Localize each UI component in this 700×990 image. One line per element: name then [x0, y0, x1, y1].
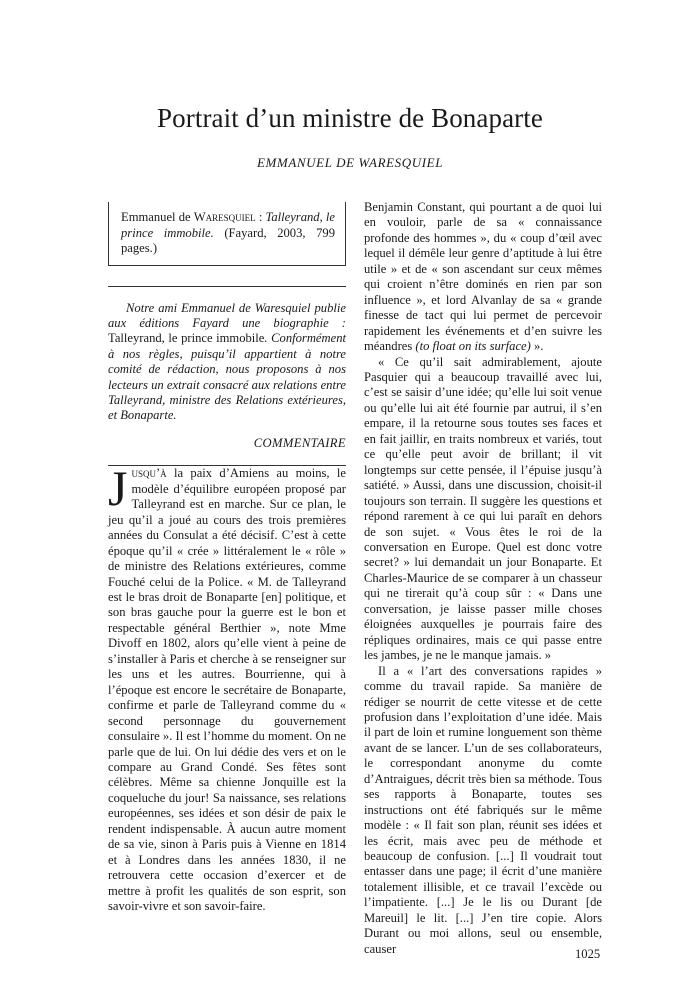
right-p1-italic: (to float on its surface) — [415, 339, 531, 354]
intro-part-1: Notre ami Emmanuel de Waresquiel publie aux éditions Fayard une biographie : — [108, 300, 346, 330]
article-title: Portrait d’un ministre de Bonaparte — [157, 103, 543, 133]
reference-author-first: Emmanuel de — [121, 210, 194, 224]
section-label: COMMENTAIRE — [253, 436, 346, 451]
left-column — [108, 200, 346, 914]
divider-top — [108, 286, 346, 287]
lead-smallcaps: usqu’à — [131, 466, 167, 481]
drop-cap: J — [108, 460, 128, 517]
right-p1-text-a: Benjamin Constant, qui pourtant a de quoi lui en vouloir, parle de sa « connaissance profonde des hommes », du « coup d’œil avec lequel il démêle leur genre d’aptitude à lui être utile » et de « son ascendant sur ceux mêmes qui croient n’être dominés en rien par son influence », et lord Alvanlay de sa « grande finesse de tact qui lui permet de percevoir rapidement les événements et d’en suivre les méandres — [364, 200, 602, 354]
intro-part-3: . Conformément à nos règles, puisqu’il appartient à notre comité de rédaction, nous proposons à nos lecteurs un extrait consacré aux relations entre Talleyrand, ministre des Relations extérieures, et Bonaparte. — [108, 331, 346, 423]
reference-separator: : — [255, 210, 266, 224]
page-number: 1025 — [575, 947, 601, 961]
reference-book-title: Talleyrand, le prince immobile. — [121, 210, 335, 240]
right-column — [364, 200, 602, 957]
body-paragraph-right-1 — [364, 200, 602, 355]
article-author: EMMANUEL DE WARESQUIEL — [256, 155, 444, 170]
intro-book-title: Talleyrand, le prince immobile — [108, 331, 265, 346]
left-paragraph-text: la paix d’Amiens au moins, le modèle d’équilibre européen proposé par Talleyrand est en marche. Sur ce plan, le jeu qu’il a joué au cours des trois premières années du Consulat a été décisif. C’est à cette époque qu’il « crée » littéralement le « rôle » de ministre des Relations extérieures, comme Fouché celui de la Police. « M. de Talleyrand est le bras droit de Bonaparte [en] politique, et son bras gauche pour la guerre est le bon et respectable général Berthier », note Mme Divoff en 1802, alors qu’elle vient à peine de s’installer à Paris et cherche à se renseigner sur les uns et les autres. Bourrienne, qui à l’époque est encore le secrétaire de Bonaparte, confirme et parle de Talleyrand comme du « second personnage du gouvernement consulaire ». Il est l’homme du moment. On ne parle que de lui. On lui dédie des vers et on le compare au Grand Condé. Ses fêtes sont célèbres. Même sa chienne Jonquille est la coqueluche du jour! Sa naissance, ses relations européennes, ses idées et son désir de paix le rendent indispensable. À aucun autre moment de sa vie, sinon à Paris puis à Vienne en 1814 et à Londres dans les années 1830, il ne retrouvera cette occasion d’exercer et de mettre à profit les qualités de son esprit, son savoir-vivre et son savoir-faire. — [108, 466, 346, 914]
reference-details: (Fayard, 2003, 799 pages.) — [121, 225, 335, 255]
editorial-intro — [108, 301, 346, 424]
body-paragraph-right-2: « Ce qu’il sait admirablement, ajoute Pasquier qui a beaucoup travaillé avec lui, c’est se saisir d’une idée; qu’elle lui soit venue ou qu’elle lui ait été fournie par autrui, il s’en empare, il la retourne sous toutes ses faces et en fait jaillir, en traits nombreux et variés, tout ce qu’elle peut avoir de brillant; il vit longtemps sur cette pensée, il l’épuise jusqu’à satiété. » Aussi, dans une discussion, choisit-il toujours son terrain. Il suggère les questions et répond rarement à ce qui lui paraît en dehors de son sujet. « Vous êtes le roi de la conversation en Europe. Quel est donc votre secret? » lui demandait un jour Bonaparte. Et Charles-Maurice de se comparer à un chasseur qui ne tirerait qu’à coup sûr : « Dans une conversation, je laisse passer mille choses éloignées auxquelles je pourrais faire des répliques ordinaires, mais ce qui passe entre les jambes, je ne le manque jamais. » — [364, 354, 602, 663]
book-reference-box — [108, 202, 346, 266]
right-p1-text-b: ». — [530, 339, 544, 354]
body-paragraph-left — [108, 460, 346, 914]
reference-author-last: Waresquiel — [193, 210, 256, 224]
body-paragraph-right-3: Il a « l’art des conversations rapides » comme du travail rapide. Sa manière de rédiger se nourrit de cette vitesse et de cette profusion dans l’exploitation d’une idée. Mais il part de loin et rumine longuement son thème avant de se lancer. L’un de ses collaborateurs, le correspondant anonyme du comte d’Antraigues, décrit très bien sa méthode. Tous ses rapports à Bonaparte, toutes ses instructions ont été fabriqués sur le même modèle : « Il fait son plan, réunit ses idées et les écrit, mais avec peu de méthode et beaucoup de confusion. [...] Il voudrait tout entasser dans une page; il écrit d’une manière totalement illisible, et ce travail l’excède ou l’impatiente. [...] Je le lis ou Durant [de Mareuil] le lit. [...] J’en tire copie. Alors Durant ou moi allons, seul ou ensemble, causer — [364, 663, 602, 956]
